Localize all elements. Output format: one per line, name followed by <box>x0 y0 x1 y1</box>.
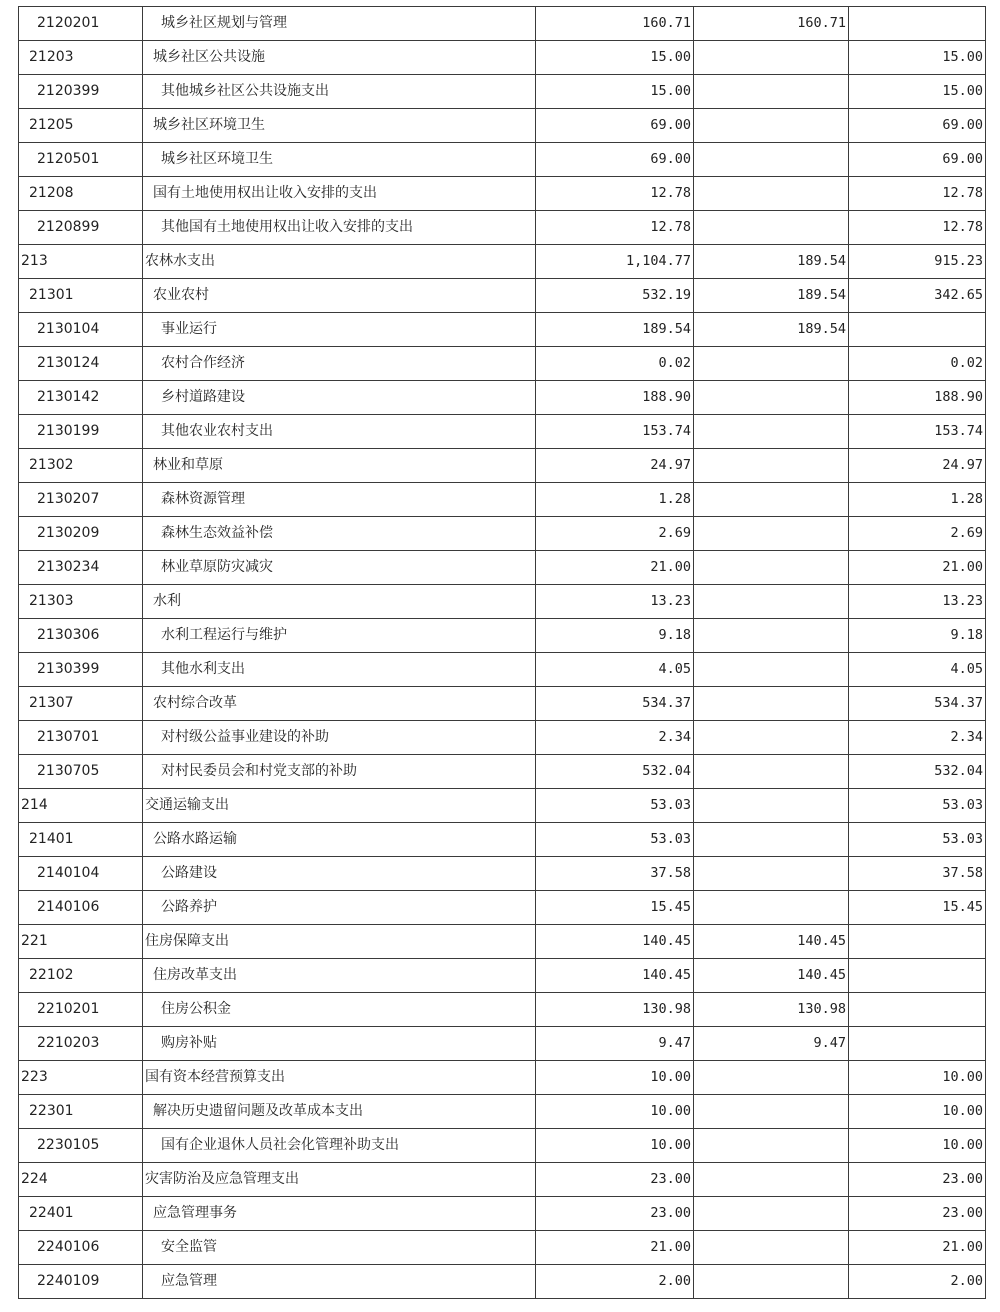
subject-code-cell: 22102 <box>19 959 143 993</box>
total-amount-cell: 188.90 <box>536 381 694 415</box>
project-expenditure-cell: 24.97 <box>849 449 986 483</box>
basic-expenditure-cell <box>694 619 849 653</box>
subject-name-cell: 乡村道路建设 <box>143 381 536 415</box>
subject-code-cell: 2130399 <box>19 653 143 687</box>
table-row <box>19 993 986 1027</box>
subject-code-cell: 21301 <box>19 279 143 313</box>
basic-expenditure-cell: 130.98 <box>694 993 849 1027</box>
subject-code-cell: 21303 <box>19 585 143 619</box>
subject-name-cell: 国有土地使用权出让收入安排的支出 <box>143 177 536 211</box>
total-amount-cell: 160.71 <box>536 7 694 41</box>
project-expenditure-cell: 69.00 <box>849 109 986 143</box>
total-amount-cell: 12.78 <box>536 211 694 245</box>
subject-code-cell: 2120899 <box>19 211 143 245</box>
total-amount-cell: 153.74 <box>536 415 694 449</box>
basic-expenditure-cell: 189.54 <box>694 279 849 313</box>
table-row <box>19 619 986 653</box>
subject-code-cell: 214 <box>19 789 143 823</box>
subject-name-cell: 水利工程运行与维护 <box>143 619 536 653</box>
table-row <box>19 1163 986 1197</box>
subject-name-cell: 其他城乡社区公共设施支出 <box>143 75 536 109</box>
subject-code-cell: 2140106 <box>19 891 143 925</box>
subject-code-cell: 223 <box>19 1061 143 1095</box>
basic-expenditure-cell <box>694 857 849 891</box>
subject-name-cell: 购房补贴 <box>143 1027 536 1061</box>
table-row <box>19 1265 986 1299</box>
total-amount-cell: 69.00 <box>536 109 694 143</box>
subject-name-cell: 公路建设 <box>143 857 536 891</box>
total-amount-cell: 15.00 <box>536 41 694 75</box>
basic-expenditure-cell: 140.45 <box>694 959 849 993</box>
project-expenditure-cell: 23.00 <box>849 1163 986 1197</box>
total-amount-cell: 532.04 <box>536 755 694 789</box>
basic-expenditure-cell <box>694 75 849 109</box>
table-row <box>19 279 986 313</box>
project-expenditure-cell: 69.00 <box>849 143 986 177</box>
table-body <box>19 7 986 1299</box>
subject-code-cell: 2120201 <box>19 7 143 41</box>
project-expenditure-cell: 915.23 <box>849 245 986 279</box>
subject-code-cell: 2130124 <box>19 347 143 381</box>
table-row <box>19 1027 986 1061</box>
subject-name-cell: 林业和草原 <box>143 449 536 483</box>
subject-code-cell: 221 <box>19 925 143 959</box>
subject-name-cell: 对村级公益事业建设的补助 <box>143 721 536 755</box>
total-amount-cell: 13.23 <box>536 585 694 619</box>
total-amount-cell: 53.03 <box>536 823 694 857</box>
project-expenditure-cell: 12.78 <box>849 177 986 211</box>
basic-expenditure-cell <box>694 41 849 75</box>
subject-name-cell: 森林生态效益补偿 <box>143 517 536 551</box>
subject-code-cell: 2210201 <box>19 993 143 1027</box>
table-row <box>19 41 986 75</box>
table-row <box>19 313 986 347</box>
basic-expenditure-cell <box>694 381 849 415</box>
total-amount-cell: 4.05 <box>536 653 694 687</box>
table-row <box>19 755 986 789</box>
table-row <box>19 551 986 585</box>
project-expenditure-cell <box>849 959 986 993</box>
subject-name-cell: 森林资源管理 <box>143 483 536 517</box>
project-expenditure-cell: 12.78 <box>849 211 986 245</box>
project-expenditure-cell: 342.65 <box>849 279 986 313</box>
total-amount-cell: 189.54 <box>536 313 694 347</box>
project-expenditure-cell: 153.74 <box>849 415 986 449</box>
subject-name-cell: 住房公积金 <box>143 993 536 1027</box>
basic-expenditure-cell <box>694 755 849 789</box>
total-amount-cell: 130.98 <box>536 993 694 1027</box>
subject-name-cell: 城乡社区规划与管理 <box>143 7 536 41</box>
project-expenditure-cell: 534.37 <box>849 687 986 721</box>
table-row <box>19 891 986 925</box>
project-expenditure-cell: 53.03 <box>849 823 986 857</box>
subject-code-cell: 21307 <box>19 687 143 721</box>
basic-expenditure-cell <box>694 483 849 517</box>
total-amount-cell: 1.28 <box>536 483 694 517</box>
table-row <box>19 109 986 143</box>
basic-expenditure-cell <box>694 721 849 755</box>
table-row <box>19 1095 986 1129</box>
total-amount-cell: 534.37 <box>536 687 694 721</box>
total-amount-cell: 1,104.77 <box>536 245 694 279</box>
subject-code-cell: 2120501 <box>19 143 143 177</box>
subject-code-cell: 2130199 <box>19 415 143 449</box>
total-amount-cell: 10.00 <box>536 1061 694 1095</box>
basic-expenditure-cell <box>694 211 849 245</box>
basic-expenditure-cell <box>694 143 849 177</box>
total-amount-cell: 15.45 <box>536 891 694 925</box>
subject-name-cell: 公路养护 <box>143 891 536 925</box>
subject-name-cell: 灾害防治及应急管理支出 <box>143 1163 536 1197</box>
subject-name-cell: 农林水支出 <box>143 245 536 279</box>
subject-name-cell: 住房改革支出 <box>143 959 536 993</box>
project-expenditure-cell: 15.45 <box>849 891 986 925</box>
subject-code-cell: 2240106 <box>19 1231 143 1265</box>
basic-expenditure-cell <box>694 789 849 823</box>
subject-code-cell: 2130234 <box>19 551 143 585</box>
budget-expenditure-table <box>18 6 986 1299</box>
subject-name-cell: 国有资本经营预算支出 <box>143 1061 536 1095</box>
project-expenditure-cell: 23.00 <box>849 1197 986 1231</box>
subject-name-cell: 应急管理 <box>143 1265 536 1299</box>
total-amount-cell: 12.78 <box>536 177 694 211</box>
project-expenditure-cell: 10.00 <box>849 1095 986 1129</box>
subject-code-cell: 21401 <box>19 823 143 857</box>
table-row <box>19 687 986 721</box>
basic-expenditure-cell: 189.54 <box>694 245 849 279</box>
subject-name-cell: 公路水路运输 <box>143 823 536 857</box>
subject-name-cell: 农村合作经济 <box>143 347 536 381</box>
basic-expenditure-cell <box>694 415 849 449</box>
subject-name-cell: 城乡社区环境卫生 <box>143 143 536 177</box>
table-row <box>19 211 986 245</box>
basic-expenditure-cell <box>694 1231 849 1265</box>
table-row <box>19 585 986 619</box>
total-amount-cell: 24.97 <box>536 449 694 483</box>
total-amount-cell: 140.45 <box>536 959 694 993</box>
total-amount-cell: 21.00 <box>536 1231 694 1265</box>
subject-name-cell: 林业草原防灾减灾 <box>143 551 536 585</box>
total-amount-cell: 532.19 <box>536 279 694 313</box>
table-row <box>19 245 986 279</box>
table-row <box>19 789 986 823</box>
subject-code-cell: 2240109 <box>19 1265 143 1299</box>
subject-code-cell: 2130142 <box>19 381 143 415</box>
project-expenditure-cell: 188.90 <box>849 381 986 415</box>
subject-code-cell: 21208 <box>19 177 143 211</box>
basic-expenditure-cell <box>694 177 849 211</box>
project-expenditure-cell: 21.00 <box>849 551 986 585</box>
table-row <box>19 925 986 959</box>
project-expenditure-cell: 10.00 <box>849 1061 986 1095</box>
subject-code-cell: 2130209 <box>19 517 143 551</box>
table-row <box>19 959 986 993</box>
table-row <box>19 483 986 517</box>
basic-expenditure-cell: 9.47 <box>694 1027 849 1061</box>
project-expenditure-cell: 1.28 <box>849 483 986 517</box>
subject-name-cell: 城乡社区公共设施 <box>143 41 536 75</box>
project-expenditure-cell: 2.34 <box>849 721 986 755</box>
subject-code-cell: 2130306 <box>19 619 143 653</box>
project-expenditure-cell <box>849 925 986 959</box>
subject-name-cell: 水利 <box>143 585 536 619</box>
total-amount-cell: 23.00 <box>536 1197 694 1231</box>
subject-code-cell: 21302 <box>19 449 143 483</box>
subject-code-cell: 21203 <box>19 41 143 75</box>
basic-expenditure-cell: 140.45 <box>694 925 849 959</box>
subject-name-cell: 安全监管 <box>143 1231 536 1265</box>
project-expenditure-cell <box>849 1027 986 1061</box>
total-amount-cell: 15.00 <box>536 75 694 109</box>
table-row <box>19 7 986 41</box>
table-row <box>19 415 986 449</box>
table-row <box>19 517 986 551</box>
basic-expenditure-cell <box>694 687 849 721</box>
table-row <box>19 177 986 211</box>
basic-expenditure-cell <box>694 109 849 143</box>
total-amount-cell: 140.45 <box>536 925 694 959</box>
project-expenditure-cell: 2.69 <box>849 517 986 551</box>
project-expenditure-cell: 10.00 <box>849 1129 986 1163</box>
subject-code-cell: 213 <box>19 245 143 279</box>
table-row <box>19 653 986 687</box>
project-expenditure-cell: 53.03 <box>849 789 986 823</box>
subject-code-cell: 22401 <box>19 1197 143 1231</box>
subject-name-cell: 事业运行 <box>143 313 536 347</box>
subject-code-cell: 2130104 <box>19 313 143 347</box>
total-amount-cell: 9.18 <box>536 619 694 653</box>
subject-code-cell: 22301 <box>19 1095 143 1129</box>
table-row <box>19 823 986 857</box>
basic-expenditure-cell <box>694 517 849 551</box>
table-row <box>19 1197 986 1231</box>
table-row <box>19 1061 986 1095</box>
subject-code-cell: 2230105 <box>19 1129 143 1163</box>
subject-name-cell: 解决历史遗留问题及改革成本支出 <box>143 1095 536 1129</box>
total-amount-cell: 23.00 <box>536 1163 694 1197</box>
subject-code-cell: 2130701 <box>19 721 143 755</box>
basic-expenditure-cell <box>694 585 849 619</box>
subject-code-cell: 224 <box>19 1163 143 1197</box>
total-amount-cell: 21.00 <box>536 551 694 585</box>
total-amount-cell: 53.03 <box>536 789 694 823</box>
project-expenditure-cell: 15.00 <box>849 75 986 109</box>
project-expenditure-cell: 15.00 <box>849 41 986 75</box>
subject-code-cell: 2120399 <box>19 75 143 109</box>
subject-name-cell: 农业农村 <box>143 279 536 313</box>
basic-expenditure-cell <box>694 1265 849 1299</box>
subject-name-cell: 其他国有土地使用权出让收入安排的支出 <box>143 211 536 245</box>
basic-expenditure-cell <box>694 551 849 585</box>
basic-expenditure-cell <box>694 823 849 857</box>
total-amount-cell: 37.58 <box>536 857 694 891</box>
total-amount-cell: 2.00 <box>536 1265 694 1299</box>
table-row <box>19 143 986 177</box>
project-expenditure-cell: 532.04 <box>849 755 986 789</box>
project-expenditure-cell: 4.05 <box>849 653 986 687</box>
project-expenditure-cell <box>849 313 986 347</box>
subject-name-cell: 农村综合改革 <box>143 687 536 721</box>
table-row <box>19 449 986 483</box>
table-row <box>19 857 986 891</box>
total-amount-cell: 2.69 <box>536 517 694 551</box>
table-row <box>19 381 986 415</box>
table-row <box>19 1129 986 1163</box>
subject-name-cell: 城乡社区环境卫生 <box>143 109 536 143</box>
table-row <box>19 1231 986 1265</box>
subject-name-cell: 国有企业退休人员社会化管理补助支出 <box>143 1129 536 1163</box>
basic-expenditure-cell <box>694 1163 849 1197</box>
project-expenditure-cell: 9.18 <box>849 619 986 653</box>
subject-name-cell: 交通运输支出 <box>143 789 536 823</box>
basic-expenditure-cell <box>694 1061 849 1095</box>
total-amount-cell: 9.47 <box>536 1027 694 1061</box>
subject-name-cell: 应急管理事务 <box>143 1197 536 1231</box>
total-amount-cell: 10.00 <box>536 1129 694 1163</box>
project-expenditure-cell: 21.00 <box>849 1231 986 1265</box>
project-expenditure-cell <box>849 993 986 1027</box>
total-amount-cell: 69.00 <box>536 143 694 177</box>
basic-expenditure-cell <box>694 449 849 483</box>
project-expenditure-cell: 13.23 <box>849 585 986 619</box>
table-row <box>19 75 986 109</box>
subject-name-cell: 住房保障支出 <box>143 925 536 959</box>
subject-name-cell: 对村民委员会和村党支部的补助 <box>143 755 536 789</box>
subject-code-cell: 2210203 <box>19 1027 143 1061</box>
basic-expenditure-cell: 189.54 <box>694 313 849 347</box>
basic-expenditure-cell <box>694 653 849 687</box>
basic-expenditure-cell <box>694 347 849 381</box>
subject-code-cell: 21205 <box>19 109 143 143</box>
basic-expenditure-cell: 160.71 <box>694 7 849 41</box>
project-expenditure-cell: 0.02 <box>849 347 986 381</box>
basic-expenditure-cell <box>694 891 849 925</box>
total-amount-cell: 10.00 <box>536 1095 694 1129</box>
project-expenditure-cell: 37.58 <box>849 857 986 891</box>
basic-expenditure-cell <box>694 1095 849 1129</box>
subject-name-cell: 其他水利支出 <box>143 653 536 687</box>
basic-expenditure-cell <box>694 1197 849 1231</box>
total-amount-cell: 0.02 <box>536 347 694 381</box>
project-expenditure-cell <box>849 7 986 41</box>
table-row <box>19 347 986 381</box>
subject-code-cell: 2130705 <box>19 755 143 789</box>
subject-name-cell: 其他农业农村支出 <box>143 415 536 449</box>
basic-expenditure-cell <box>694 1129 849 1163</box>
subject-code-cell: 2130207 <box>19 483 143 517</box>
total-amount-cell: 2.34 <box>536 721 694 755</box>
project-expenditure-cell: 2.00 <box>849 1265 986 1299</box>
subject-code-cell: 2140104 <box>19 857 143 891</box>
table-row <box>19 721 986 755</box>
